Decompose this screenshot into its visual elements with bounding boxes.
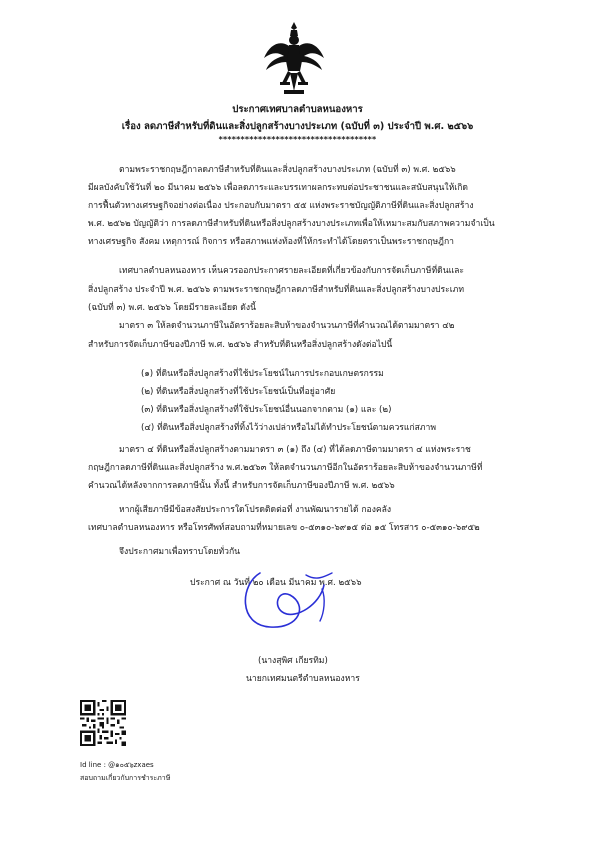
paragraph-1-line: การฟื้นตัวทางเศรษฐกิจอย่างต่อเนื่อง ประกอบกับมาตรา ๕๕ แห่งพระราชบัญญัติภาษีที่ดินและสิ่งปลูกสร้าง: [88, 201, 474, 211]
document-subject: เรื่อง ลดภาษีสำหรับที่ดินและสิ่งปลูกสร้างบางประเภท (ฉบับที่ ๓) ประจำปี พ.ศ. ๒๕๖๖: [121, 121, 474, 132]
paragraph-2-line: เทศบาลตำบลหนองหาร เห็นควรออกประกาศรายละเอียดที่เกี่ยวข้องกับการจัดเก็บภาษีที่ดินและ: [119, 266, 465, 276]
signer-title: นายกเทศมนตรีตำบลหนองหาร: [246, 674, 360, 684]
paragraph-1-line: พ.ศ. ๒๕๖๒ บัญญัติว่า การลดภาษีสำหรับที่ดินหรือสิ่งปลูกสร้างบางประเภทเพื่อให้เหมาะสมกับสภาพความจำเป็น: [88, 219, 495, 229]
paragraph-3-line: มาตรา ๓ ให้ลดจำนวนภาษีในอัตราร้อยละสิบห้าของจำนวนภาษีที่คำนวณได้ตามมาตรา ๔๒: [119, 321, 455, 331]
paragraph-2-line: สิ่งปลูกสร้าง ประจำปี พ.ศ. ๒๕๖๖ ตามพระราชกฤษฎีกาลดภาษีสำหรับที่ดินและสิ่งปลูกสร้างบางประเภท: [88, 285, 464, 295]
paragraph-4-line: กฤษฎีกาลดภาษีที่ดินและสิ่งปลูกสร้าง พ.ศ.๒๕๖๓ ให้ลดจำนวนภาษีอีกในอัตราร้อยละสิบห้าของจำนวนภาษีที่: [88, 463, 483, 473]
qr-caption: สอบถามเกี่ยวกับการชำระภาษี: [80, 774, 171, 782]
signer-name: (นางสุพิศ เกียรทิม): [258, 656, 328, 666]
closing-statement: จึงประกาศมาเพื่อทราบโดยทั่วกัน: [119, 547, 241, 557]
paragraph-1-line: ตามพระราชกฤษฎีกาลดภาษีสำหรับที่ดินและสิ่งปลูกสร้างบางประเภท (ฉบับที่ ๓) พ.ศ. ๒๕๖๖: [119, 165, 456, 175]
line-id-text: Id line : @๑๐๕๖zxaes: [80, 761, 154, 769]
announcement-date: ประกาศ ณ วันที่ ๒๐ เดือน มีนาคม พ.ศ. ๒๕๖๖: [190, 578, 362, 588]
paragraph-4-line: คำนวณได้หลังจากการลดภาษีนั้น ทั้งนี้ สำหรับการจัดเก็บภาษีของปีภาษี พ.ศ. ๒๕๖๖: [88, 481, 395, 491]
title-divider: ************************************: [218, 135, 377, 144]
list-item: (๓) ที่ดินหรือสิ่งปลูกสร้างที่ใช้ประโยชน์อื่นนอกจากตาม (๑) และ (๒): [141, 405, 392, 415]
list-item: (๒) ที่ดินหรือสิ่งปลูกสร้างที่ใช้ประโยชน์เป็นที่อยู่อาศัย: [141, 387, 336, 397]
qr-code-icon[interactable]: [80, 700, 126, 746]
paragraph-5-line: เทศบาลตำบลหนองหาร หรือโทรศัพท์สอบถามที่หมายเลข ๐-๕๓๑๐-๖๙๑๕ ต่อ ๑๕ โทรสาร ๐-๕๓๑๐-๖๙๕๒: [88, 523, 480, 533]
signature-mark: [220, 555, 370, 655]
list-item: (๔) ที่ดินหรือสิ่งปลูกสร้างที่ทิ้งไว้ว่างเปล่าหรือไม่ได้ทำประโยชน์ตามควรแก่สภาพ: [141, 423, 437, 433]
document-title: ประกาศเทศบาลตำบลหนองหาร: [232, 104, 363, 115]
paragraph-3-line: สำหรับการจัดเก็บภาษีของปีภาษี พ.ศ. ๒๕๖๖ สำหรับที่ดินหรือสิ่งปลูกสร้างดังต่อไปนี้: [88, 340, 393, 350]
paragraph-2-line: (ฉบับที่ ๓) พ.ศ. ๒๕๖๖ โดยมีรายละเอียด ดังนี้: [88, 303, 256, 313]
garuda-emblem-icon: [262, 18, 326, 98]
list-item: (๑) ที่ดินหรือสิ่งปลูกสร้างที่ใช้ประโยชน์ในการประกอบเกษตรกรรม: [141, 369, 384, 379]
paragraph-5-line: หากผู้เสียภาษีมีข้อสงสัยประการใดโปรดติดต่อที่ งานพัฒนารายได้ กองคลัง: [119, 505, 392, 515]
paragraph-1-line: ทางเศรษฐกิจ สังคม เหตุการณ์ กิจการ หรือสภาพแห่งท้องที่ให้กระทำได้โดยตราเป็นพระราชกฤษฎีกา: [88, 237, 454, 247]
paragraph-1-line: มีผลบังคับใช้วันที่ ๒๐ มีนาคม ๒๕๖๖ เพื่อลดภาระและบรรเทาผลกระทบต่อประชาชนและสนับสนุนให้เกิด: [88, 183, 469, 193]
paragraph-4-line: มาตรา ๔ ที่ดินหรือสิ่งปลูกสร้างตามมาตรา ๓ (๑) ถึง (๔) ที่ได้ลดภาษีตามมาตรา ๔ แห่งพระราช: [119, 445, 471, 455]
